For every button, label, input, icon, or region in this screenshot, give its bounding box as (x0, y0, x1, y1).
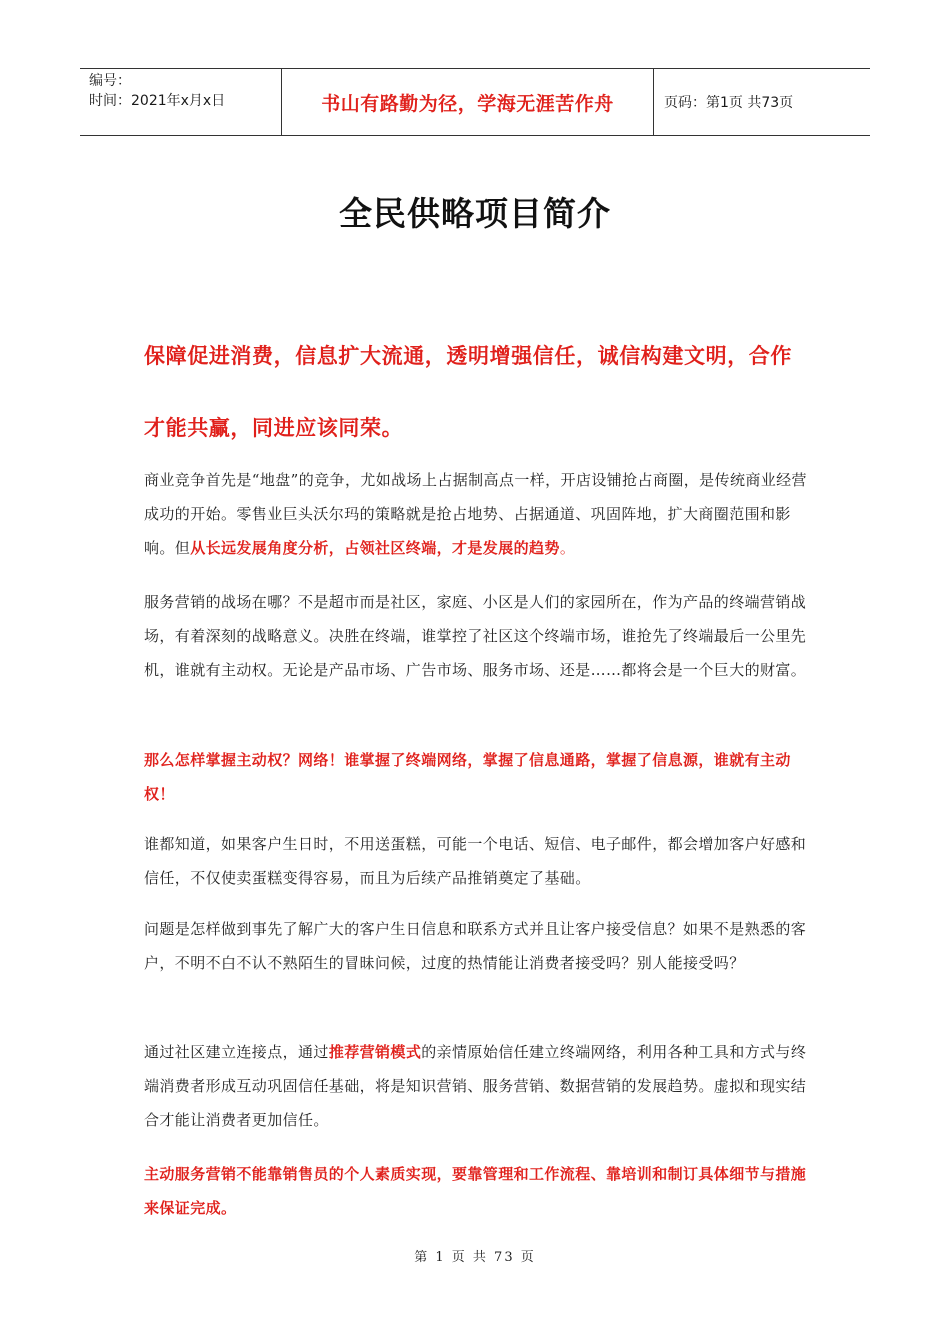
page-header (80, 68, 870, 136)
p1-text: 商业竞争首先是“地盘”的竞争，尤如战场上占据制高点一样，开店设铺抢占商圈，是传统商业经营成功的开始。零售业巨头沃尔玛的策略就是抢占地势、占据通道、巩固阵地，扩大商圈范围和影响。但 (144, 471, 807, 557)
header-page-info: 页码：第1页 共73页 (664, 95, 794, 111)
paragraph-7-highlight: 主动服务营销不能靠销售员的个人素质实现，要靠管理和工作流程、靠培训和制订具体细节与措施来保证完成。 (144, 1165, 807, 1217)
document-title: 全民供略项目简介 (339, 194, 611, 233)
time-label: 时间：2021年x月x日 (89, 93, 226, 109)
paragraph-4: 谁都知道，如果客户生日时，不用送蛋糕，可能一个电话、短信、电子邮件，都会增加客户好感和信任，不仅使卖蛋糕变得容易，而且为后续产品推销奠定了基础。 (144, 835, 807, 887)
paragraph-2: 服务营销的战场在哪？不是超市而是社区，家庭、小区是人们的家园所在，作为产品的终端营销战场，有着深刻的战略意义。决胜在终端，谁掌控了社区这个终端市场，谁抢先了终端最后一公里先机，谁就有主动权。无论是产品市场、广告市场、服务市场、还是……都将会是一个巨大的财富。 (144, 593, 807, 679)
p6-start: 通过社区建立连接点，通过 (144, 1043, 329, 1061)
p6-end: 的亲情原始信任建立终端网络，利用各种工具和方式与终端消费者形成互动巩固信任基础，将是知识营销、服务营销、数据营销的发展趋势。虚拟和现实结合才能让消费者更加信任。 (144, 1043, 807, 1129)
p6-highlight: 推荐营销模式 (328, 1043, 422, 1061)
p1-end: 。 (559, 539, 576, 557)
p1-highlight: 从长远发展角度分析，占领社区终端，才是发展的趋势 (190, 539, 560, 557)
header-motto: 书山有路勤为径，学海无涯苦作舟 (282, 69, 654, 135)
paragraph-1 (144, 463, 812, 565)
paragraph-5: 问题是怎样做到事先了解广大的客户生日信息和联系方式并且让客户接受信息？如果不是熟悉的客户，不明不白不认不熟陌生的冒昧问候，过度的热情能让消费者接受吗？别人能接受吗？ (144, 920, 807, 972)
paragraph-6 (144, 1035, 812, 1137)
header-meta (80, 69, 282, 135)
slogan: 保障促进消费，信息扩大流通，透明增强信任，诚信构建文明，合作才能共赢，同进应该同荣。 (144, 344, 792, 440)
page-footer: 第 1 页 共 73 页 (414, 1250, 536, 1265)
number-label: 编号： (89, 73, 131, 89)
paragraph-3-highlight: 那么怎样掌握主动权？网络！谁掌握了终端网络，掌握了信息通路，掌握了信息源，谁就有主动权！ (144, 751, 791, 803)
